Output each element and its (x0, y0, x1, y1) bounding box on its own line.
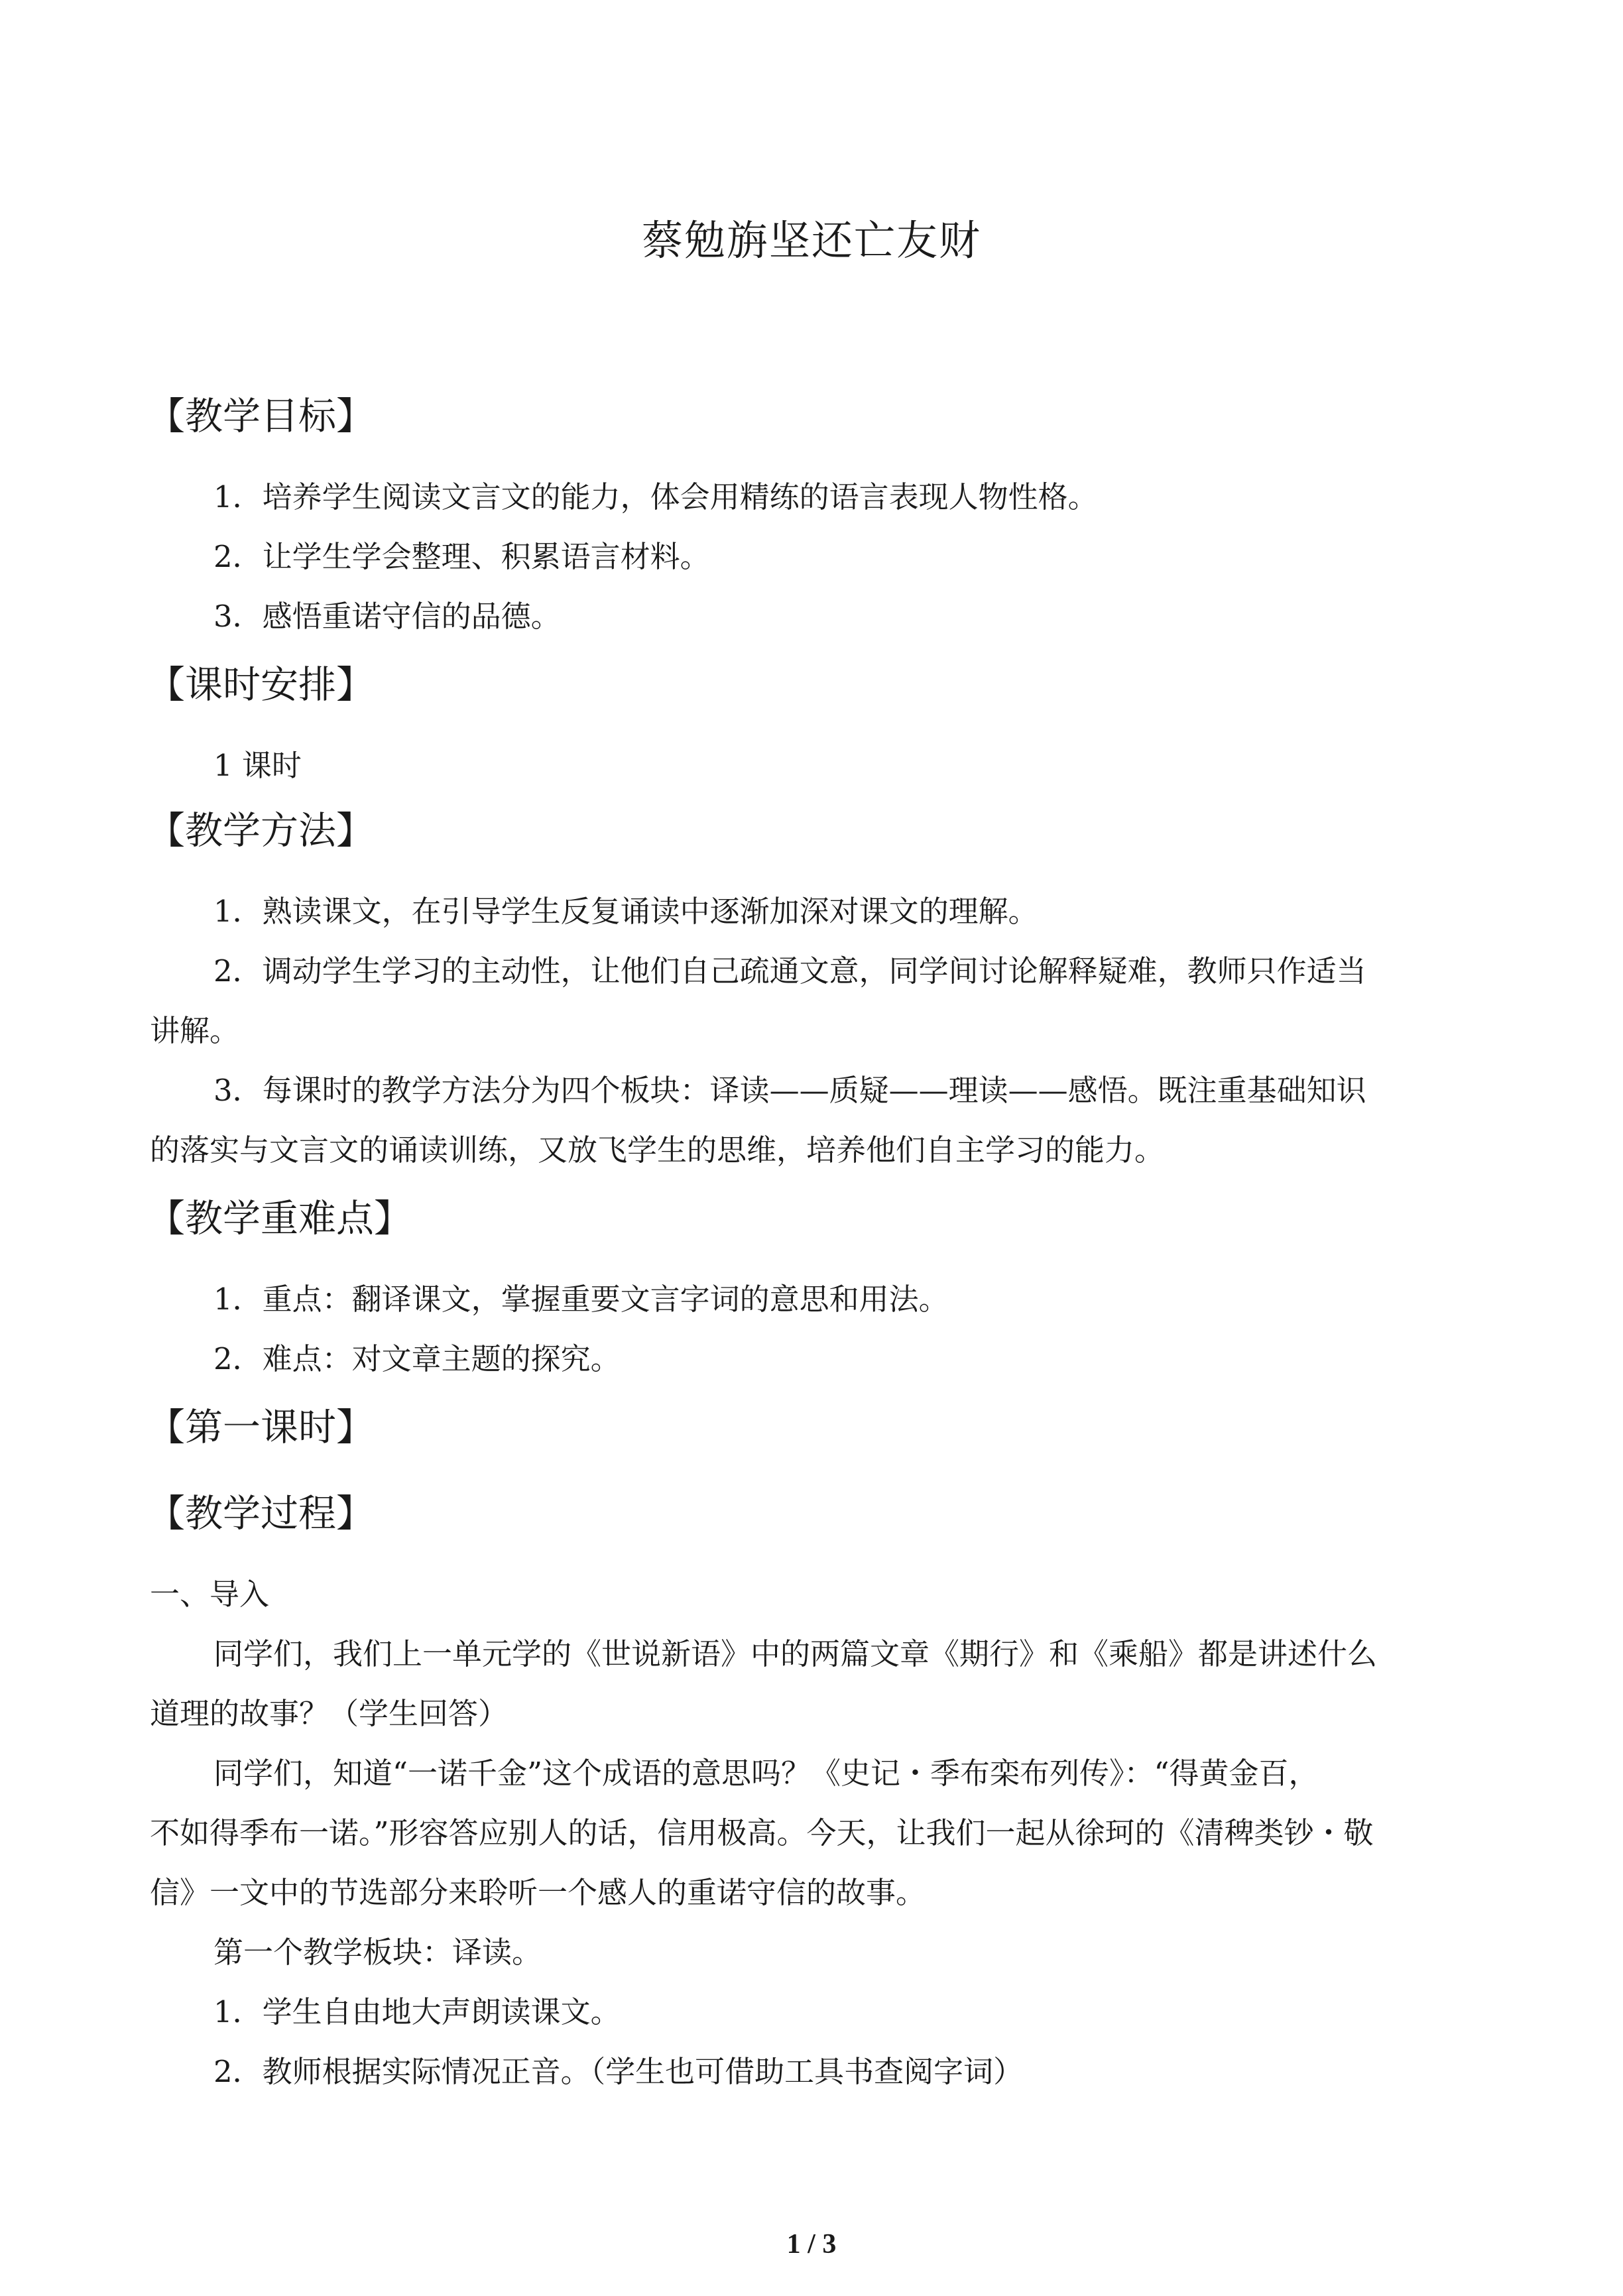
methods-line-4: 3．每课时的教学方法分为四个板块：译读——质疑——理读——感悟。既注重基础知识 (213, 1073, 1366, 1108)
heading-methods: 【教学方法】 (147, 809, 374, 853)
methods-line-3: 讲解。 (150, 1013, 240, 1048)
key-point-1: 1．重点：翻译课文，掌握重要文言字词的意思和用法。 (213, 1282, 949, 1317)
heading-key-points: 【教学重难点】 (147, 1197, 412, 1240)
process-line-7: 第一个教学板块：译读。 (213, 1935, 542, 1970)
process-line-6: 信》一文中的节选部分来聆听一个感人的重诺守信的故事。 (150, 1875, 926, 1910)
page-indicator: 1 / 3 (786, 2229, 837, 2260)
process-line-2: 同学们，我们上一单元学的《世说新语》中的两篇文章《期行》和《乘船》都是讲述什么 (213, 1636, 1378, 1671)
methods-line-5: 的落实与文言文的诵读训练，又放飞学生的思维，培养他们自主学习的能力。 (150, 1132, 1165, 1168)
schedule-text: 1 课时 (213, 748, 302, 783)
methods-line-1: 1．熟读课文，在引导学生反复诵读中逐渐加深对课文的理解。 (213, 894, 1038, 929)
methods-line-2: 2．调动学生学习的主动性，让他们自己疏通文意，同学间讨论解释疑难，教师只作适当 (213, 953, 1366, 989)
key-point-2: 2．难点：对文章主题的探究。 (213, 1341, 621, 1376)
heading-schedule: 【课时安排】 (147, 663, 374, 707)
process-line-5: 不如得季布一诺。”形容答应别人的话，信用极高。今天，让我们一起从徐珂的《清稗类钞・敬 (150, 1815, 1374, 1850)
process-line-9: 2．教师根据实际情况正音。（学生也可借助工具书查阅字词） (213, 2054, 1024, 2089)
objective-item-3: 3．感悟重诺守信的品德。 (213, 599, 561, 634)
process-line-1: 一、导入 (150, 1577, 270, 1612)
heading-first-lesson: 【第一课时】 (147, 1406, 374, 1449)
heading-objectives: 【教学目标】 (147, 394, 374, 438)
document-title: 蔡勉旃坚还亡友财 (641, 216, 981, 265)
heading-process: 【教学过程】 (147, 1492, 374, 1536)
process-line-3: 道理的故事？（学生回答） (150, 1696, 509, 1731)
process-line-8: 1．学生自由地大声朗读课文。 (213, 1994, 621, 2029)
process-line-4: 同学们，知道“一诺千金”这个成语的意思吗？《史记・季布栾布列传》：“得黄金百， (213, 1756, 1319, 1791)
objective-item-2: 2．让学生学会整理、积累语言材料。 (213, 539, 710, 574)
objective-item-1: 1．培养学生阅读文言文的能力，体会用精练的语言表现人物性格。 (213, 479, 1098, 514)
